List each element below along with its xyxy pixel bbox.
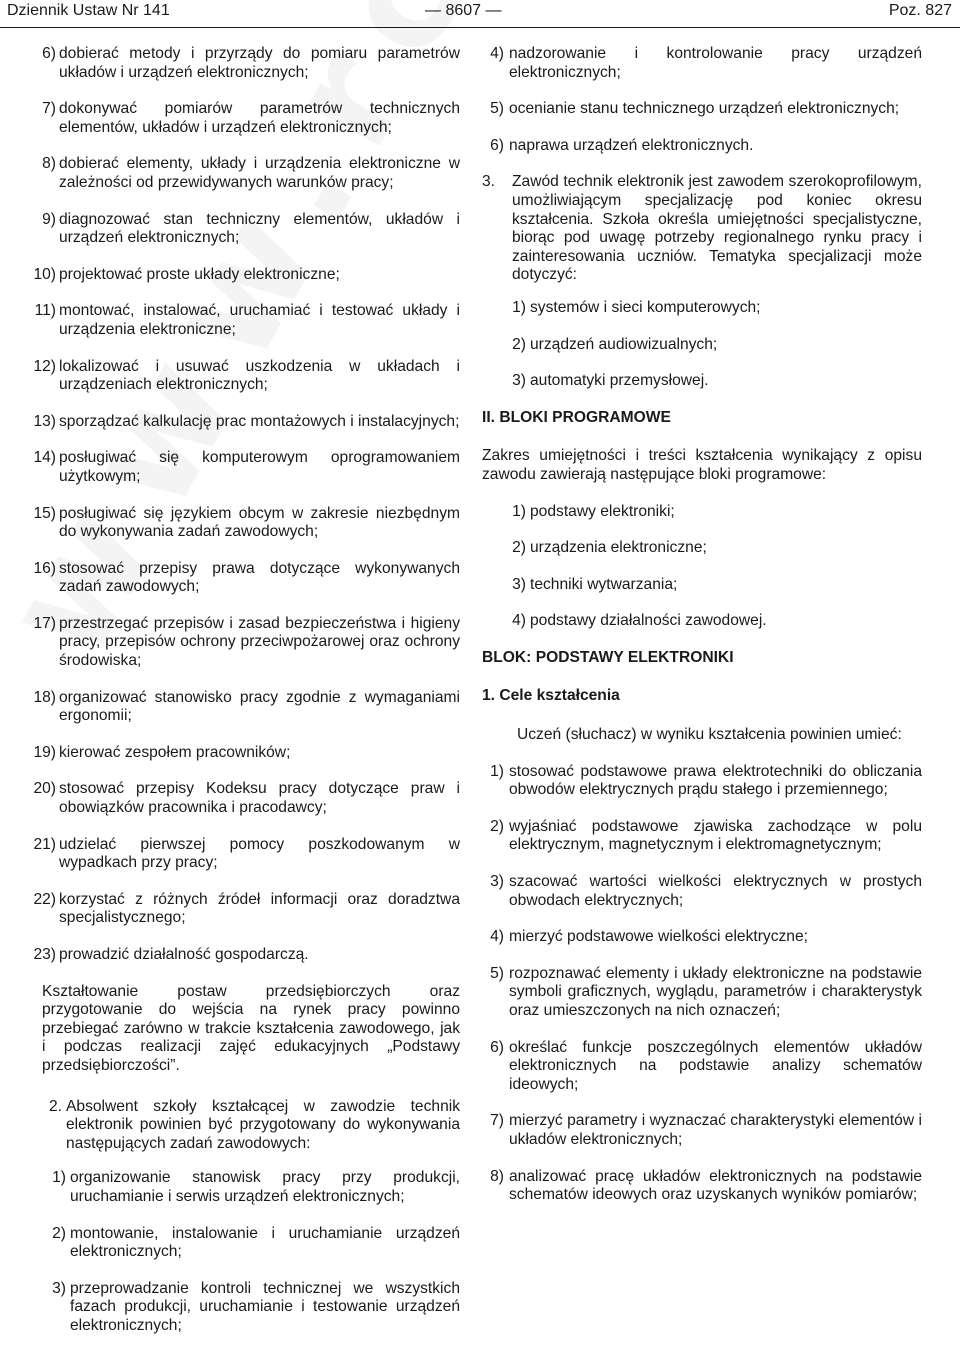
- item-number: 5): [490, 964, 504, 982]
- item-text: podstawy działalności zawodowej.: [530, 612, 767, 630]
- item-text: naprawa urządzeń elektronicznych.: [509, 136, 754, 154]
- item-number: 8): [490, 1167, 504, 1185]
- specialization-item: [482, 336, 922, 355]
- point-2: [18, 1098, 460, 1154]
- list-item: [18, 358, 460, 395]
- item-text: korzystać z różnych źródeł informacji oraz doradztwa specjalistycznego;: [59, 890, 460, 927]
- item-number: 7): [42, 100, 56, 118]
- item-number: 1): [512, 502, 526, 520]
- list-item: [18, 946, 460, 965]
- item-text: posługiwać się komputerowym oprogramowaniem użytkowym;: [59, 449, 460, 485]
- list-item: [18, 505, 460, 542]
- item-text: szacować wartości wielkości elektrycznych w prostych obwodach elektrycznych;: [509, 873, 922, 909]
- point-number: 2.: [48, 1097, 62, 1115]
- item-number: 3): [490, 873, 504, 891]
- item-number: 11): [34, 302, 56, 320]
- item-text: dobierać metody i przyrządy do pomiaru parametrów układów i urządzeń elektronicznych;: [59, 45, 460, 81]
- block-item: [482, 612, 922, 631]
- item-text: lokalizować i usuwać uszkodzenia w układach i urządzeniach elektronicznych;: [59, 357, 460, 394]
- competency-list: [18, 45, 460, 965]
- item-text: stosować podstawowe prawa elektrotechniki do obliczania obwodów elektrycznych prądu stałego i przemiennego;: [509, 762, 922, 799]
- item-text: urządzenia elektroniczne;: [530, 539, 707, 557]
- list-item: [18, 266, 460, 285]
- item-text: organizowanie stanowisk pracy przy produkcji, uruchamianie i serwis urządzeń elektronicznych;: [70, 1169, 460, 1205]
- item-text: montowanie, instalowanie i uruchamianie urządzeń elektronicznych;: [70, 1224, 460, 1261]
- item-text: podstawy elektroniki;: [530, 502, 675, 520]
- list-item: [18, 45, 460, 82]
- item-number: 3): [512, 575, 526, 593]
- item-number: 18): [33, 688, 56, 706]
- point-text: Zawód technik elektronik jest zawodem szerokoprofilowym, umożliwiającym specjalizację pod koniec okresu kształcenia. Szkoła określa umiejętności specjalistyczne, biorąc pod uwagę potrzeby regionalnego rynku pracy i zainteresowania uczniów. Tematyka specjalizacji może dotyczyć:: [512, 173, 922, 284]
- goal-item: [482, 1168, 922, 1205]
- item-number: 6): [490, 1038, 504, 1056]
- item-number: 7): [490, 1112, 504, 1130]
- item-number: 4): [490, 45, 504, 62]
- item-number: 4): [490, 928, 504, 946]
- block-list: [482, 503, 922, 631]
- item-number: 21): [33, 835, 56, 853]
- item-text: posługiwać się językiem obcym w zakresie niezbędnym do wykonywania zadań zawodowych;: [59, 504, 460, 541]
- header-divider: [0, 27, 960, 28]
- point-text: Absolwent szkoły kształcącej w zawodzie technik elektronik powinien być przygotowany do wykonywania następujących zadań zawodowych:: [66, 1097, 460, 1152]
- item-text: dokonywać pomiarów parametrów technicznych elementów, układów i urządzeń elektronicznych;: [59, 100, 460, 136]
- position-number: Poz. 827: [888, 2, 952, 19]
- item-number: 8): [42, 155, 56, 173]
- item-number: 20): [33, 780, 56, 798]
- item-text: kierować zespołem pracowników;: [59, 743, 291, 761]
- right-column: [482, 45, 922, 1223]
- item-text: stosować przepisy Kodeksu pracy dotyczące praw i obowiązków pracownika i pracodawcy;: [59, 780, 460, 817]
- item-number: 15): [33, 504, 56, 522]
- item-text: przeprowadzanie kontroli technicznej we wszystkich fazach produkcji, uruchamianie i testowanie urządzeń elektronicznych;: [70, 1279, 460, 1334]
- item-text: mierzyć podstawowe wielkości elektryczne;: [509, 928, 808, 946]
- task-list-continued: [482, 45, 922, 155]
- item-number: 19): [33, 743, 56, 761]
- item-text: stosować przepisy prawa dotyczące wykonywanych zadań zawodowych;: [59, 559, 460, 596]
- list-item: [18, 744, 460, 763]
- item-number: 2): [490, 817, 504, 835]
- list-item: [18, 100, 460, 137]
- item-number: 12): [33, 357, 56, 375]
- item-number: 22): [33, 890, 56, 908]
- block-item: [482, 503, 922, 522]
- block-item: [482, 576, 922, 595]
- item-text: projektować proste układy elektroniczne;: [59, 265, 340, 283]
- block-item: [482, 539, 922, 558]
- item-number: 2): [512, 335, 526, 353]
- item-text: automatyki przemysłowej.: [530, 372, 709, 390]
- goal-item: [482, 928, 922, 947]
- item-text: analizować pracę układów elektronicznych na podstawie schematów ideowych oraz uzyskanych wyników pomiarów;: [509, 1167, 922, 1204]
- left-column: [18, 45, 460, 1354]
- task-item: [482, 137, 922, 156]
- section-intro: Zakres umiejętności i treści kształcenia wynikający z opisu zawodu zawierają następujące bloki programowe:: [482, 447, 922, 483]
- item-text: urządzeń audiowizualnych;: [530, 335, 718, 353]
- item-text: udzielać pierwszej pomocy poszkodowanym w wypadkach przy pracy;: [59, 835, 460, 872]
- page-number: — 8607 —: [425, 2, 502, 19]
- goal-item: [482, 965, 922, 1021]
- goals-title: 1. Cele kształcenia: [482, 687, 620, 705]
- item-text: montować, instalować, uruchamiać i testować układy i urządzenia elektroniczne;: [59, 302, 460, 338]
- item-number: 2): [52, 1224, 66, 1242]
- point-3: [482, 173, 922, 285]
- list-item: [18, 449, 460, 486]
- task-item: [18, 1280, 460, 1336]
- item-number: 4): [512, 612, 526, 630]
- item-text: określać funkcje poszczególnych elementów układów elektronicznych na podstawie analizy schematów ideowych;: [509, 1038, 922, 1093]
- list-item: [18, 211, 460, 248]
- task-item: [482, 100, 922, 119]
- item-text: dobierać elementy, układy i urządzenia elektroniczne w zależności od przewidywanych warunków pracy;: [59, 155, 460, 191]
- goals-intro: Uczeń (słuchacz) w wyniku kształcenia powinien umieć:: [517, 726, 902, 744]
- item-number: 2): [512, 539, 526, 557]
- specialization-item: [482, 299, 922, 318]
- list-item: [18, 836, 460, 873]
- item-number: 1): [490, 762, 504, 780]
- journal-title: Dziennik Ustaw Nr 141: [7, 2, 170, 19]
- specialization-item: [482, 372, 922, 391]
- list-item: [18, 615, 460, 671]
- task-list: [18, 1169, 460, 1335]
- item-text: mierzyć parametry i wyznaczać charakterystyki elementów i układów elektronicznych;: [509, 1112, 922, 1148]
- item-text: rozpoznawać elementy i układy elektroniczne na podstawie symboli graficznych, wyglądu, parametrów i charakterystyk oraz umieszczonych na nich oznaczeń;: [509, 964, 922, 1019]
- item-number: 5): [490, 100, 504, 118]
- item-number: 9): [42, 210, 56, 228]
- entrepreneurship-paragraph: Kształtowanie postaw przedsiębiorczych oraz przygotowanie do wejścia na rynek pracy powinno przebiegać zarówno w trakcie kształcenia zawodowego, jak i podczas realizacji zajęć edukacyjnych „Podstawy przedsiębiorczości”.: [42, 982, 460, 1074]
- point-number: 3.: [482, 173, 496, 191]
- page-header: [0, 0, 960, 30]
- section-title: II. BLOKI PROGRAMOWE: [482, 408, 671, 426]
- item-number: 23): [33, 946, 56, 963]
- item-number: 1): [512, 298, 526, 316]
- item-number: 6): [42, 45, 56, 62]
- list-item: [18, 413, 460, 432]
- item-number: 10): [33, 265, 56, 283]
- goal-item: [482, 873, 922, 910]
- task-item: [18, 1169, 460, 1206]
- item-text: przestrzegać przepisów i zasad bezpieczeństwa i higieny pracy, przepisów ochrony przeciwpożarowej oraz ochrony środowiska;: [59, 614, 460, 670]
- item-number: 3): [52, 1279, 66, 1297]
- item-number: 1): [52, 1169, 66, 1187]
- list-item: [18, 560, 460, 597]
- item-number: 13): [33, 412, 56, 430]
- item-text: diagnozować stan techniczny elementów, układów i urządzeń elektronicznych;: [59, 210, 460, 247]
- list-item: [18, 155, 460, 192]
- goal-item: [482, 763, 922, 800]
- item-number: 14): [33, 449, 56, 467]
- specialization-list: [482, 299, 922, 391]
- item-text: wyjaśniać podstawowe zjawiska zachodzące w polu elektrycznym, magnetycznym i elektromagnetycznym;: [509, 817, 922, 854]
- goals-list: [482, 763, 922, 1205]
- list-item: [18, 302, 460, 339]
- list-item: [18, 891, 460, 928]
- list-item: [18, 780, 460, 817]
- list-item: [18, 689, 460, 726]
- task-item: [482, 45, 922, 82]
- block-title: BLOK: PODSTAWY ELEKTRONIKI: [482, 648, 734, 666]
- item-number: 16): [33, 559, 56, 577]
- item-text: sporządzać kalkulację prac montażowych i instalacyjnych;: [59, 412, 460, 430]
- item-text: ocenianie stanu technicznego urządzeń elektronicznych;: [509, 100, 900, 118]
- item-number: 3): [512, 372, 526, 390]
- item-text: nadzorowanie i kontrolowanie pracy urządzeń elektronicznych;: [509, 45, 922, 81]
- item-text: organizować stanowisko pracy zgodnie z wymaganiami ergonomii;: [59, 688, 460, 725]
- item-text: prowadzić działalność gospodarczą.: [59, 946, 309, 963]
- goal-item: [482, 818, 922, 855]
- item-text: techniki wytwarzania;: [530, 575, 678, 593]
- goal-item: [482, 1112, 922, 1149]
- item-text: systemów i sieci komputerowych;: [530, 298, 761, 316]
- task-item: [18, 1225, 460, 1262]
- item-number: 17): [33, 614, 56, 632]
- item-number: 6): [490, 136, 504, 154]
- goal-item: [482, 1039, 922, 1095]
